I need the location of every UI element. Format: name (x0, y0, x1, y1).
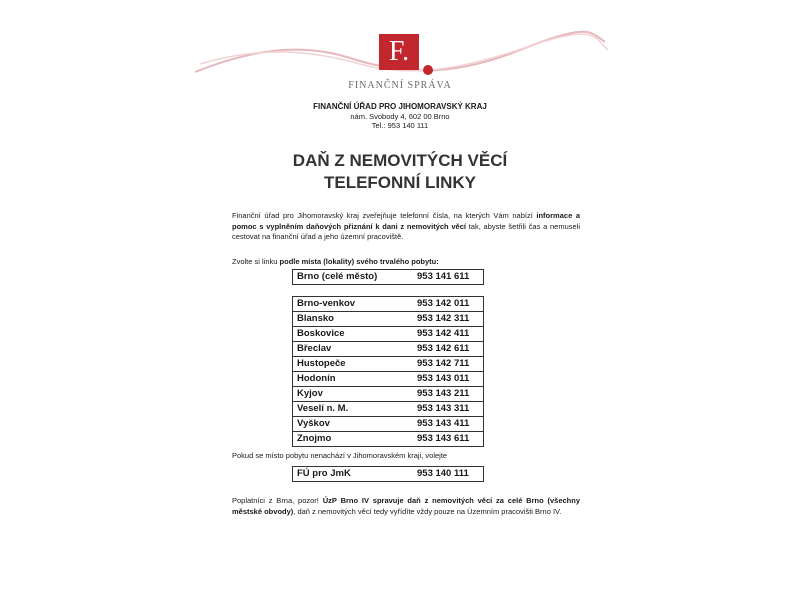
phone-number: 953 142 611 (417, 343, 470, 354)
choose-line-text (232, 257, 572, 267)
phone-number: 953 143 211 (417, 388, 470, 399)
logo-mark: F. (379, 34, 419, 70)
title-line-1: DAŇ Z NEMOVITÝCH VĚCÍ (292, 151, 508, 170)
logo-text: FINANČNÍ SPRÁVA (348, 80, 452, 91)
place-name: Brno-venkov (297, 298, 356, 309)
title-line-2: TELEFONNÍ LINKY (323, 173, 477, 192)
intro-text-1: Finanční úřad pro Jihomoravský kraj zveřejňuje telefonní čísla, na kterých Vám nabízí (232, 211, 537, 220)
intro-text-2: tak, abyste šetřili čas a nemuseli cestovat na finanční úřad a jeho územní pracoviště. (232, 221, 581, 241)
out-of-region-note: Pokud se místo pobytu nenachází v Jihomoravském kraji, volejte (232, 451, 448, 460)
brno-phone-box (292, 269, 484, 285)
office-phone: Tel.: 953 140 111 (371, 121, 429, 130)
footer-text-1: Poplatníci z Brna, pozor! (232, 496, 323, 505)
intro-text-bold: informace a pomoc s vyplněním daňových přiznání k dani z nemovitých věcí (232, 211, 580, 231)
phone-row (293, 326, 483, 341)
office-name: FINANČNÍ ÚŘAD PRO JIHOMORAVSKÝ KRAJ (313, 102, 487, 111)
phone-number: 953 143 311 (417, 403, 470, 414)
footer-text-2: , daň z nemovitých věcí tedy vyřídíte vždy pouze na Územním pracovišti Brno IV. (293, 506, 562, 516)
phone-number: 953 143 611 (417, 433, 470, 444)
phone-number: 953 142 711 (417, 358, 470, 369)
footer-text-bold: ÚzP Brno IV spravuje daň z nemovitých věcí za celé Brno (všechny městské obvody) (232, 496, 581, 516)
place-name: FÚ pro JmK (297, 468, 351, 479)
phone-row (293, 341, 483, 356)
choose-prefix: Zvolte si linku (232, 257, 280, 266)
phone-number: 953 143 011 (417, 373, 470, 384)
choose-bold: podle místa (lokality) svého trvalého pobytu: (279, 257, 439, 266)
phone-number: 953 142 011 (417, 298, 470, 309)
place-name: Břeclav (297, 343, 332, 354)
place-name: Hustopeče (297, 358, 346, 369)
phone-row-fu (293, 467, 483, 481)
office-header (250, 101, 550, 130)
phone-row (293, 371, 483, 386)
phone-number: 953 140 111 (417, 468, 469, 479)
page-title (200, 150, 600, 194)
place-name: Blansko (297, 313, 334, 324)
phone-number: 953 142 411 (417, 328, 470, 339)
phone-row-brno (293, 270, 483, 284)
phone-row (293, 431, 483, 446)
footer-paragraph (232, 496, 580, 517)
phone-row (293, 297, 483, 311)
place-name: Hodonín (297, 373, 336, 384)
phone-row (293, 401, 483, 416)
fu-phone-box (292, 466, 484, 482)
regional-phone-table (292, 296, 484, 447)
phone-row (293, 416, 483, 431)
office-address: nám. Svobody 4, 602 00 Brno (350, 112, 450, 121)
place-name: Boskovice (297, 328, 345, 339)
red-dot (423, 65, 433, 75)
phone-number: 953 143 411 (417, 418, 470, 429)
intro-paragraph (232, 211, 580, 243)
phone-row (293, 356, 483, 371)
phone-number: 953 142 311 (417, 313, 470, 324)
phone-row (293, 311, 483, 326)
phone-row (293, 386, 483, 401)
place-name: Brno (celé město) (297, 271, 378, 282)
place-name: Veselí n. M. (297, 403, 349, 414)
phone-number: 953 141 611 (417, 271, 470, 282)
place-name: Znojmo (297, 433, 332, 444)
place-name: Kyjov (297, 388, 323, 399)
place-name: Vyškov (297, 418, 330, 429)
